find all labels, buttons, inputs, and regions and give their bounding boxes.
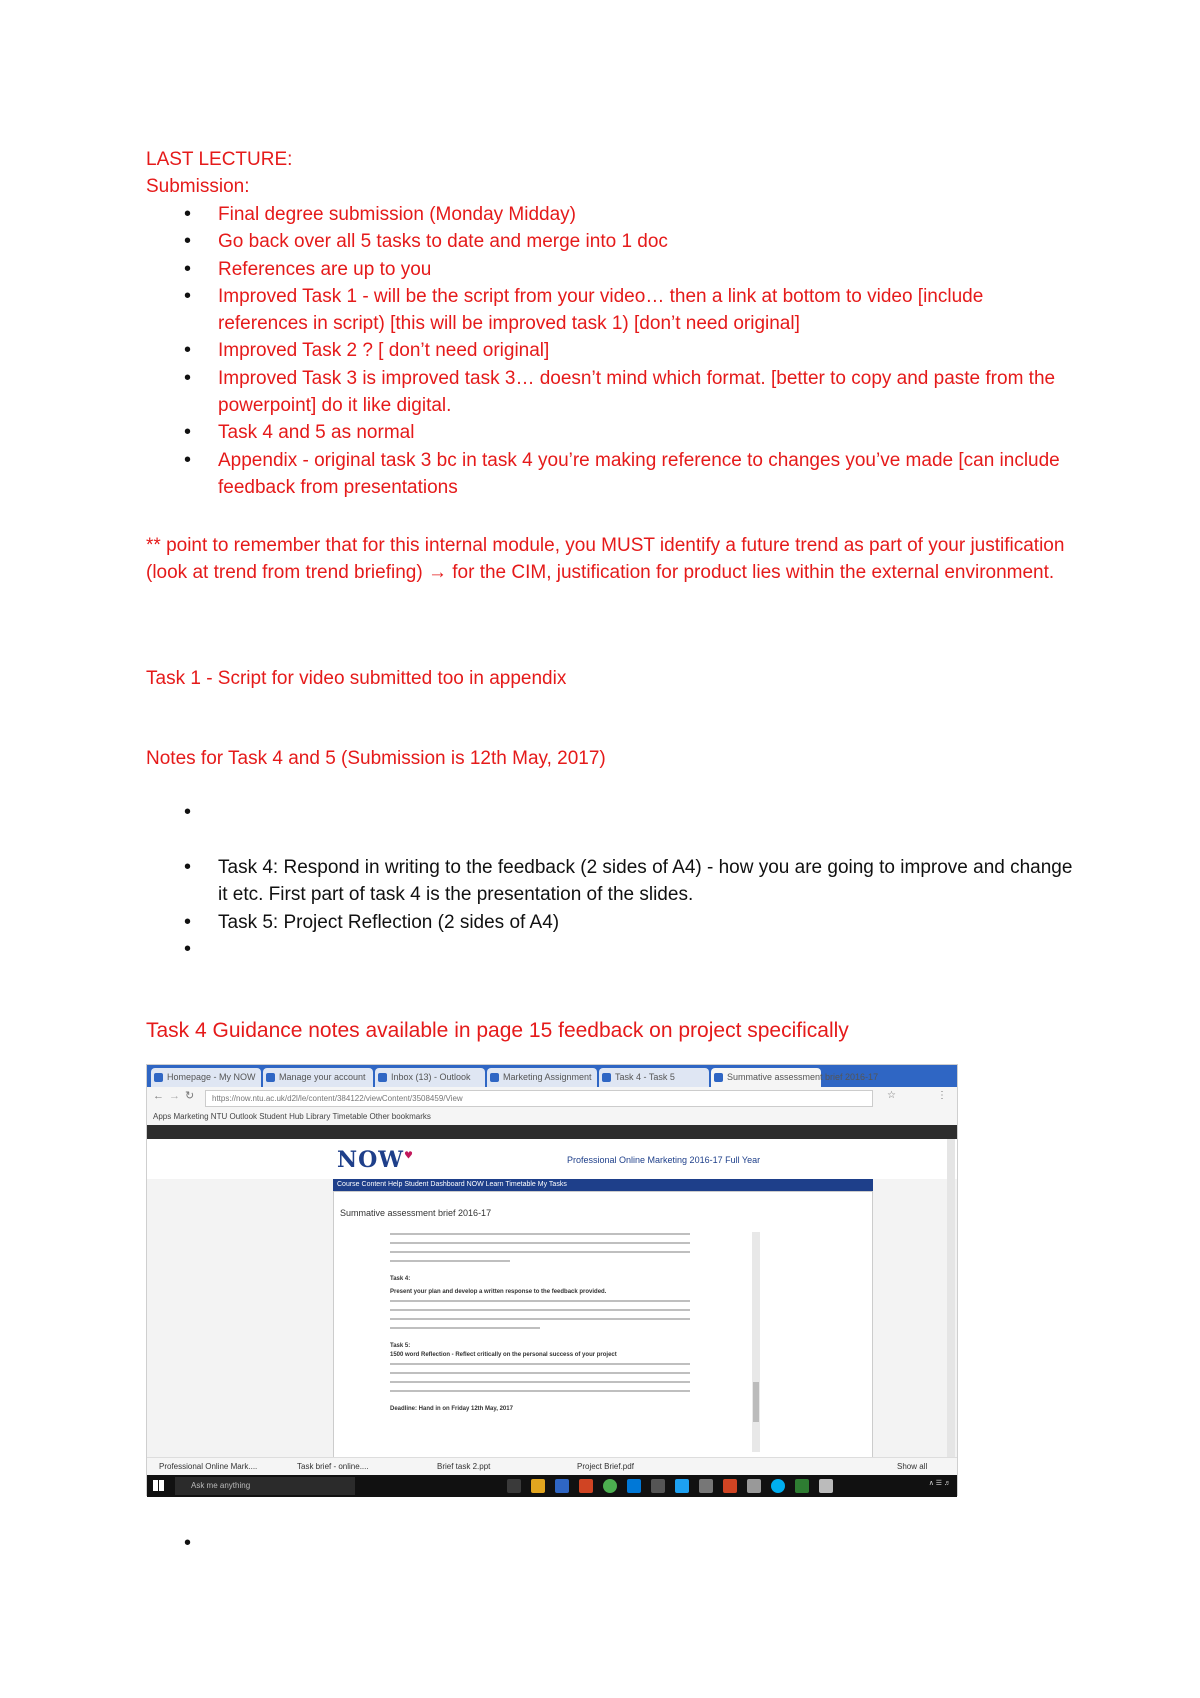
store-icon[interactable] [627,1479,641,1493]
last-lecture-heading: LAST LECTURE: [146,149,293,170]
tab-favicon-icon [378,1073,387,1082]
doc-line: Present your plan and develop a written response to the feedback provided. [390,1289,607,1295]
skype-icon[interactable] [771,1479,785,1493]
system-tray: ∧ ☰ ♬ [928,1480,951,1487]
list-item [146,936,1076,963]
content-panel [333,1191,873,1471]
site-title: Professional Online Marketing 2016-17 Full Year [567,1155,761,1165]
windows-taskbar [147,1475,957,1497]
download-item[interactable]: Project Brief.pdf [577,1462,634,1471]
submission-list [146,201,1076,501]
back-arrow-icon[interactable]: ← [153,1090,164,1102]
browser-tab-active[interactable]: Summative assessment brief 2016-17 [711,1068,821,1087]
app-icon[interactable] [651,1479,665,1493]
notes-heading: Notes for Task 4 and 5 (Submission is 12th May, 2017) [146,748,606,769]
list-item: • Improved Task 1 - will be the script from your video… then a link at bottom to video [include references in script) [this will be improved task 1) [don’t need original] [146,283,1076,338]
site-top-bar [147,1125,957,1139]
doc-line: Task 5: [390,1343,411,1349]
downloads-bar [147,1457,957,1476]
remember-note: ** point to remember that for this internal module, you MUST identify a future trend as part of your justification (look at trend from trend briefing) → for the CIM, justification for product lies within the external environment. [146,535,1065,583]
task-list [146,799,1076,963]
browser-tab[interactable]: Task 4 - Task 5 [599,1068,709,1087]
doc-scrollbar[interactable] [752,1232,760,1452]
word-icon[interactable] [555,1479,569,1493]
download-item[interactable]: Brief task 2.ppt [437,1462,491,1471]
doc-title: Summative assessment brief 2016-17 [340,1208,492,1218]
doc-line: Deadline: Hand in on Friday 12th May, 2017 [390,1406,513,1412]
list-item: • Improved Task 2 ? [ don’t need original] [146,337,1076,364]
embedded-screenshot [146,1064,958,1496]
tab-favicon-icon [602,1073,611,1082]
list-item: • References are up to you [146,256,1076,283]
bookmarks-bar: Apps Marketing NTU Outlook Student Hub Library Timetable Other bookmarks [147,1109,957,1125]
chrome-icon[interactable] [603,1479,617,1493]
browser-tab[interactable]: Homepage - My NOW [151,1068,261,1087]
star-icon[interactable]: ☆ [887,1090,896,1101]
task-view-icon[interactable] [507,1479,521,1493]
address-bar [147,1087,957,1110]
scroll-thumb[interactable] [753,1382,759,1422]
app-icon[interactable] [795,1479,809,1493]
show-all-button[interactable]: Show all [897,1462,928,1471]
powerpoint-icon[interactable] [579,1479,593,1493]
forward-arrow-icon[interactable]: → [169,1090,180,1102]
empty-bullet: • [184,1532,192,1554]
tab-favicon-icon [266,1073,275,1082]
file-explorer-icon[interactable] [531,1479,545,1493]
task1-note: Task 1 - Script for video submitted too in appendix [146,668,567,689]
browser-tab[interactable]: Inbox (13) - Outlook [375,1068,485,1087]
now-logo: NOW♥ [337,1147,414,1173]
download-item[interactable]: Professional Online Mark.... [159,1462,258,1471]
windows-start-icon[interactable] [153,1480,164,1491]
list-item: • Task 4 and 5 as normal [146,419,1076,446]
app-icon[interactable] [699,1479,713,1493]
app-icon[interactable] [723,1479,737,1493]
tab-favicon-icon [490,1073,499,1082]
app-icon[interactable] [675,1479,689,1493]
list-item [146,799,1076,854]
search-box[interactable]: Ask me anything [175,1477,355,1495]
reload-icon[interactable]: ↻ [185,1090,195,1102]
menu-icon[interactable]: ⋮ [937,1090,947,1101]
browser-tab-bar [147,1065,957,1087]
doc-line: Task 4: [390,1276,411,1282]
url-input[interactable]: https://now.ntu.ac.uk/d2l/le/content/384122/viewContent/3508459/View [205,1090,873,1107]
doc-body [390,1230,690,1414]
site-header [147,1139,957,1179]
browser-tab[interactable]: Manage your account [263,1068,373,1087]
list-item: • Improved Task 3 is improved task 3… doesn’t mind which format. [better to copy and paste from the powerpoint] do it like digital. [146,365,1076,420]
list-item: • Task 4: Respond in writing to the feedback (2 sides of A4) - how you are going to improve and change it etc. First part of task 4 is the presentation of the slides. [146,854,1076,909]
page-scrollbar[interactable] [947,1139,955,1459]
submission-heading: Submission: [146,176,250,197]
download-item[interactable]: Task brief - online.... [297,1462,369,1471]
site-nav[interactable]: Course Content Help Student Dashboard NOW Learn Timetable My Tasks [333,1179,873,1191]
browser-tab[interactable]: Marketing Assignment [487,1068,597,1087]
tab-favicon-icon [154,1073,163,1082]
app-icon[interactable] [747,1479,761,1493]
tab-favicon-icon [714,1073,723,1082]
list-item: • Go back over all 5 tasks to date and merge into 1 doc [146,228,1076,255]
app-icon[interactable] [819,1479,833,1493]
list-item: • Final degree submission (Monday Midday) [146,201,1076,228]
list-item: • Appendix - original task 3 bc in task 4 you’re making reference to changes you’ve made [can include feedback from presentations [146,447,1076,502]
guidance-heading: Task 4 Guidance notes available in page 15 feedback on project specifically [146,1019,849,1042]
list-item: • Task 5: Project Reflection (2 sides of A4) [146,909,1076,936]
doc-line: 1500 word Reflection - Reflect critically on the personal success of your project [390,1352,617,1358]
